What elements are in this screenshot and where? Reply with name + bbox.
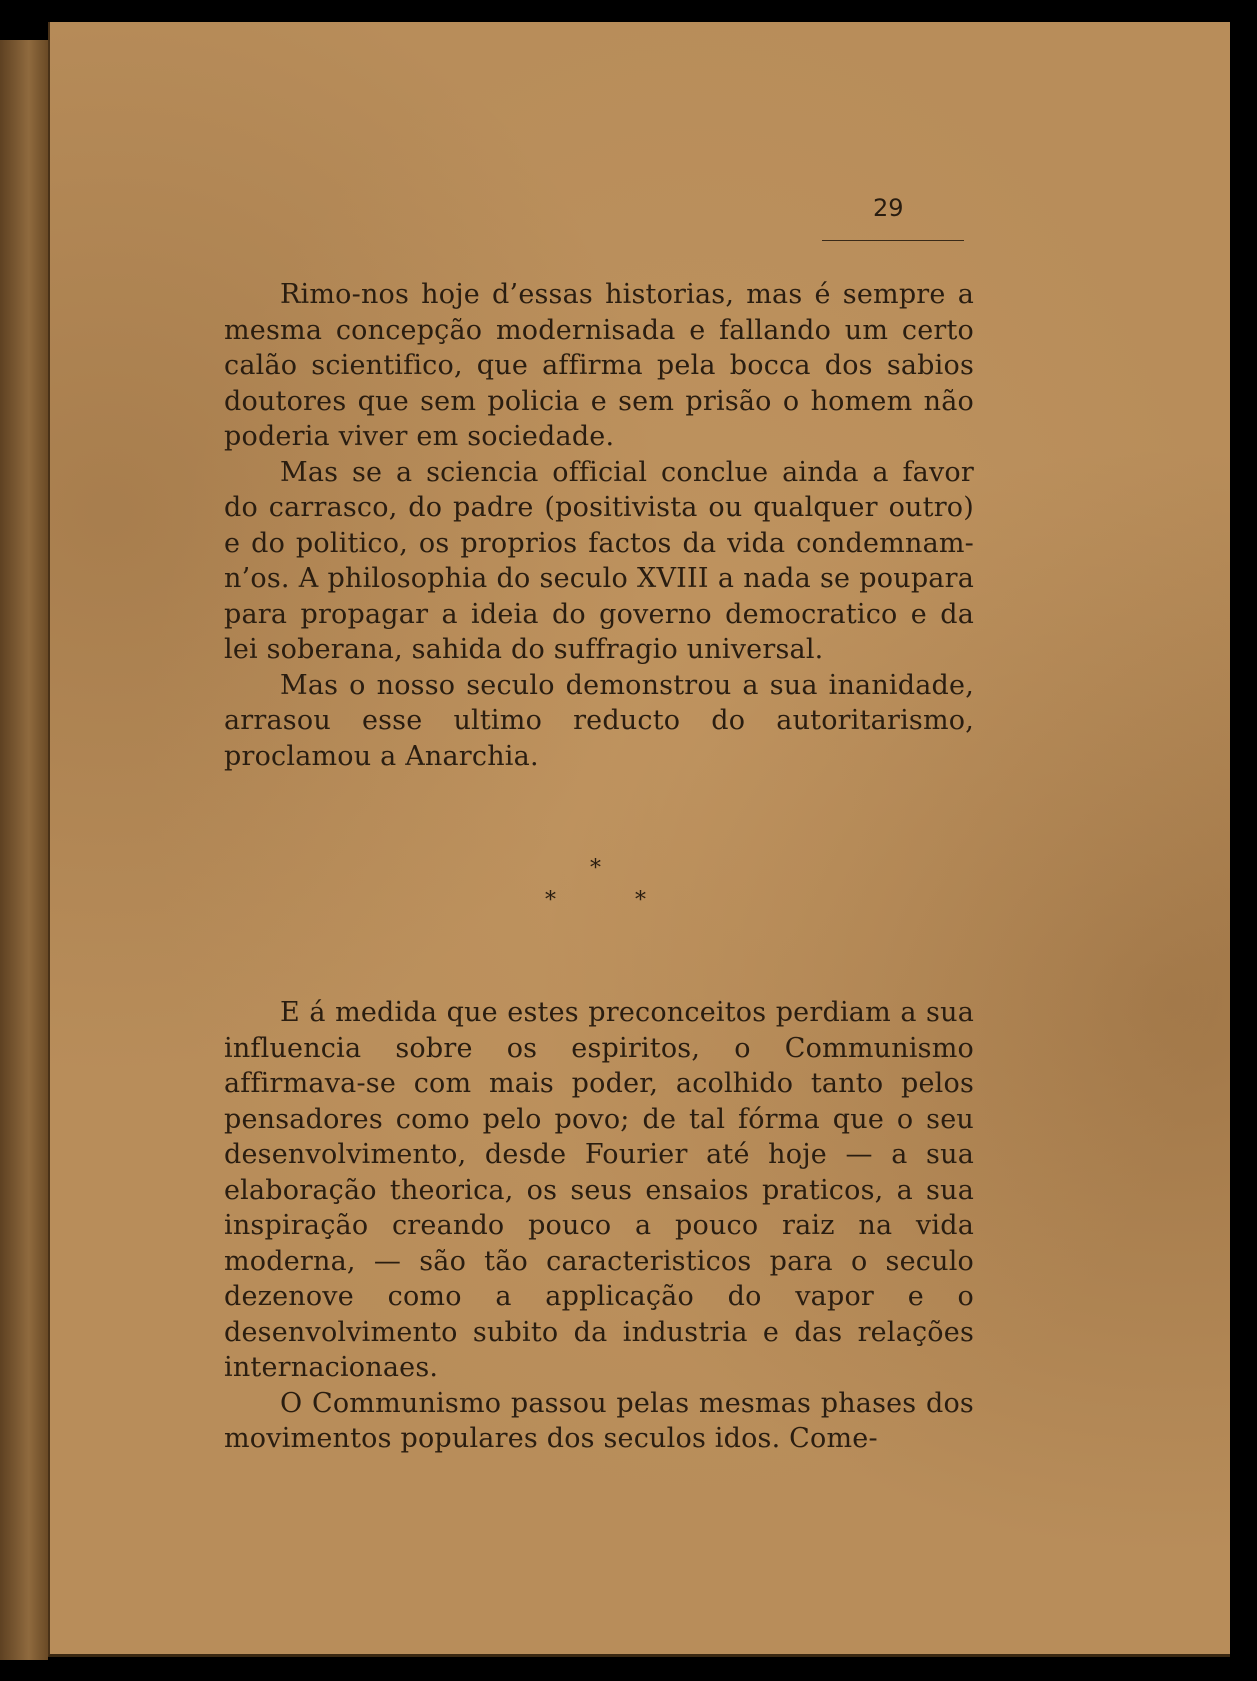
page-number: 29 — [873, 194, 904, 222]
paragraph: Mas o nosso seculo demonstrou a sua inanidade, arrasou esse ultimo reducto do autoritarismo, proclamou a Anarchia. — [224, 669, 974, 772]
asterism-star: * — [545, 888, 556, 913]
text-section-a — [224, 277, 974, 774]
asterism-divider — [540, 856, 660, 926]
paragraph: Mas se a sciencia official conclue ainda a favor do carrasco, do padre (positivista ou qualquer outro) e do politico, os proprios factos da vida condemnam-n’os. A philosophia do seculo XVIII a nada se poupara para propagar a ideia do governo democratico e da lei soberana, sahida do suffragio universal. — [224, 456, 974, 665]
asterism-star: * — [590, 856, 601, 881]
asterism-star: * — [635, 888, 646, 913]
facing-page-edge — [0, 40, 48, 1660]
header-rule — [822, 240, 964, 241]
paragraph: Rimo-nos hoje d’essas historias, mas é sempre a mesma concepção modernisada e fallando um certo calão scientifico, que affirma pela bocca dos sabios doutores que sem policia e sem prisão o homem não poderia viver em sociedade. — [224, 279, 974, 452]
text-section-b — [224, 995, 974, 1457]
paragraph: E á medida que estes preconceitos perdiam a sua influencia sobre os espiritos, o Communismo affirmava-se com mais poder, acolhido tanto pelos pensadores como pelo povo; de tal fórma que o seu desenvolvimento, desde Fourier até hoje — a sua elaboração theorica, os seus ensaios praticos, a sua inspiração creando pouco a pouco raiz na vida moderna, — são tão caracteristicos para o seculo dezenove como a applicação do vapor e o desenvolvimento subito da industria e das relações internacionaes. — [224, 997, 974, 1383]
paragraph: O Communismo passou pelas mesmas phases dos movimentos populares dos seculos idos. Come- — [224, 1387, 974, 1454]
